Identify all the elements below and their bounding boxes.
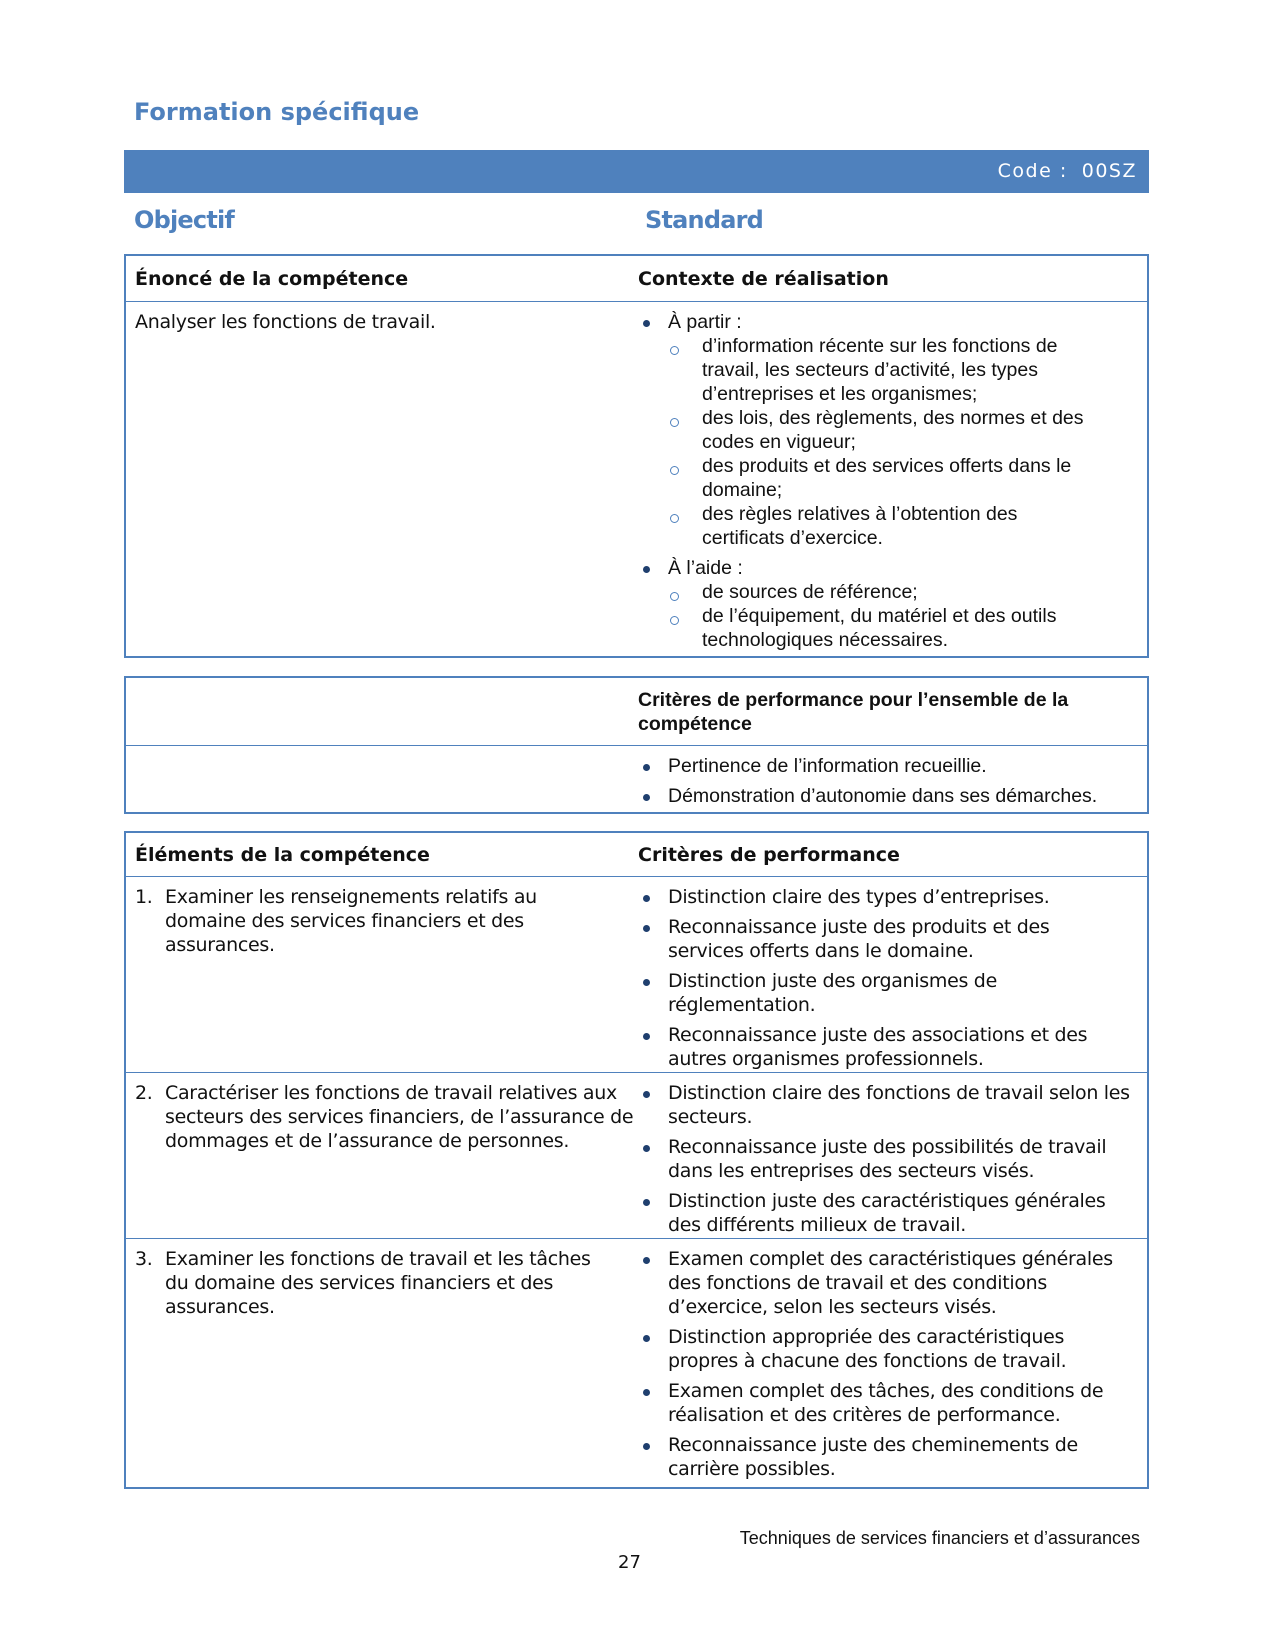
criteres-ensemble-header: Critères de performance pour l’ensemble de la compétence <box>638 688 1069 735</box>
course-code <box>998 160 1137 182</box>
list-item: Reconnaissance juste des cheminements de carrière possibles. <box>638 1433 1131 1481</box>
list-item: Examen complet des caractéristiques générales des fonctions de travail et des conditions d’exercice, selon les secteurs visés. <box>638 1247 1131 1319</box>
table-row <box>126 1238 1147 1487</box>
footer-program: Techniques de services financiers et d’assurances <box>739 1528 1140 1548</box>
contexte-list <box>638 310 1147 658</box>
enonce-text: Analyser les fonctions de travail. <box>135 311 436 333</box>
list-item: Distinction juste des organismes de réglementation. <box>638 969 1117 1017</box>
enonce-header: Énoncé de la compétence <box>135 267 409 290</box>
list-item: Reconnaissance juste des associations et des autres organismes professionnels. <box>638 1023 1117 1071</box>
element-2: 2. Caractériser les fonctions de travail relatives aux secteurs des services financiers, de l’assurance de dommages et de l’assurance de personnes. <box>135 1082 634 1152</box>
table-header-row <box>126 833 1147 876</box>
code-label: Code : <box>997 160 1068 182</box>
list-item: Distinction claire des types d’entreprises. <box>638 885 1117 909</box>
list-item: Pertinence de l’information recueillie. <box>638 754 1147 778</box>
criteres-ensemble-table <box>124 676 1149 814</box>
list-item: des produits et des services offerts dans le domaine; <box>668 454 1147 502</box>
criteres-header: Critères de performance <box>638 843 900 866</box>
table-header-row <box>126 256 1147 301</box>
table-row <box>126 1072 1147 1238</box>
list-item: Démonstration d’autonomie dans ses démarches. <box>638 784 1147 808</box>
element-1: 1. Examiner les renseignements relatifs au domaine des services financiers et des assurances. <box>135 886 537 956</box>
contexte-header: Contexte de réalisation <box>638 267 889 290</box>
list-item: d’information récente sur les fonctions de travail, les secteurs d’activité, les types d’entreprises et les organismes; <box>668 334 1147 406</box>
enonce-contexte-table <box>124 254 1149 658</box>
list-item: Examen complet des tâches, des conditions de réalisation et des critères de performance. <box>638 1379 1131 1427</box>
page-title: Formation spécifique <box>134 98 420 126</box>
code-value: 00SZ <box>1081 160 1137 182</box>
page-number: 27 <box>618 1552 641 1573</box>
list-item: Distinction claire des fonctions de travail selon les secteurs. <box>638 1081 1141 1129</box>
objectif-heading: Objectif <box>134 206 235 234</box>
list-item: Reconnaissance juste des produits et des services offerts dans le domaine. <box>638 915 1117 963</box>
list-item: Distinction appropriée des caractéristiques propres à chacune des fonctions de travail. <box>638 1325 1131 1373</box>
elements-table <box>124 831 1149 1489</box>
elements-header: Éléments de la compétence <box>135 843 430 866</box>
list-item: des lois, des règlements, des normes et des codes en vigueur; <box>668 406 1147 454</box>
list-item: de l’équipement, du matériel et des outils technologiques nécessaires. <box>668 604 1147 652</box>
table-row <box>126 876 1147 1072</box>
table-row <box>126 301 1147 658</box>
list-item: À l’aide : de sources de référence; de l’équipement, du matériel et des outils technologiques nécessaires. <box>638 556 1147 652</box>
list-item: À partir : d’information récente sur les fonctions de travail, les secteurs d’activité, les types d’entreprises et les organismes; des lois, des règlements, des normes et des codes en vigueur; des produits et des services offerts dans le domaine; des règles relatives à l’obtention des certificats d’exercice. <box>638 310 1147 550</box>
list-item: des règles relatives à l’obtention des certificats d’exercice. <box>668 502 1147 550</box>
table-row <box>126 745 1147 814</box>
standard-heading: Standard <box>645 206 764 234</box>
element-3: 3. Examiner les fonctions de travail et les tâches du domaine des services financiers et des assurances. <box>135 1248 591 1318</box>
list-item: Distinction juste des caractéristiques générales des différents milieux de travail. <box>638 1189 1141 1237</box>
code-bar <box>124 150 1149 193</box>
list-item: Reconnaissance juste des possibilités de travail dans les entreprises des secteurs visés. <box>638 1135 1141 1183</box>
list-item: de sources de référence; <box>668 580 1147 604</box>
table-header-row <box>126 678 1147 745</box>
